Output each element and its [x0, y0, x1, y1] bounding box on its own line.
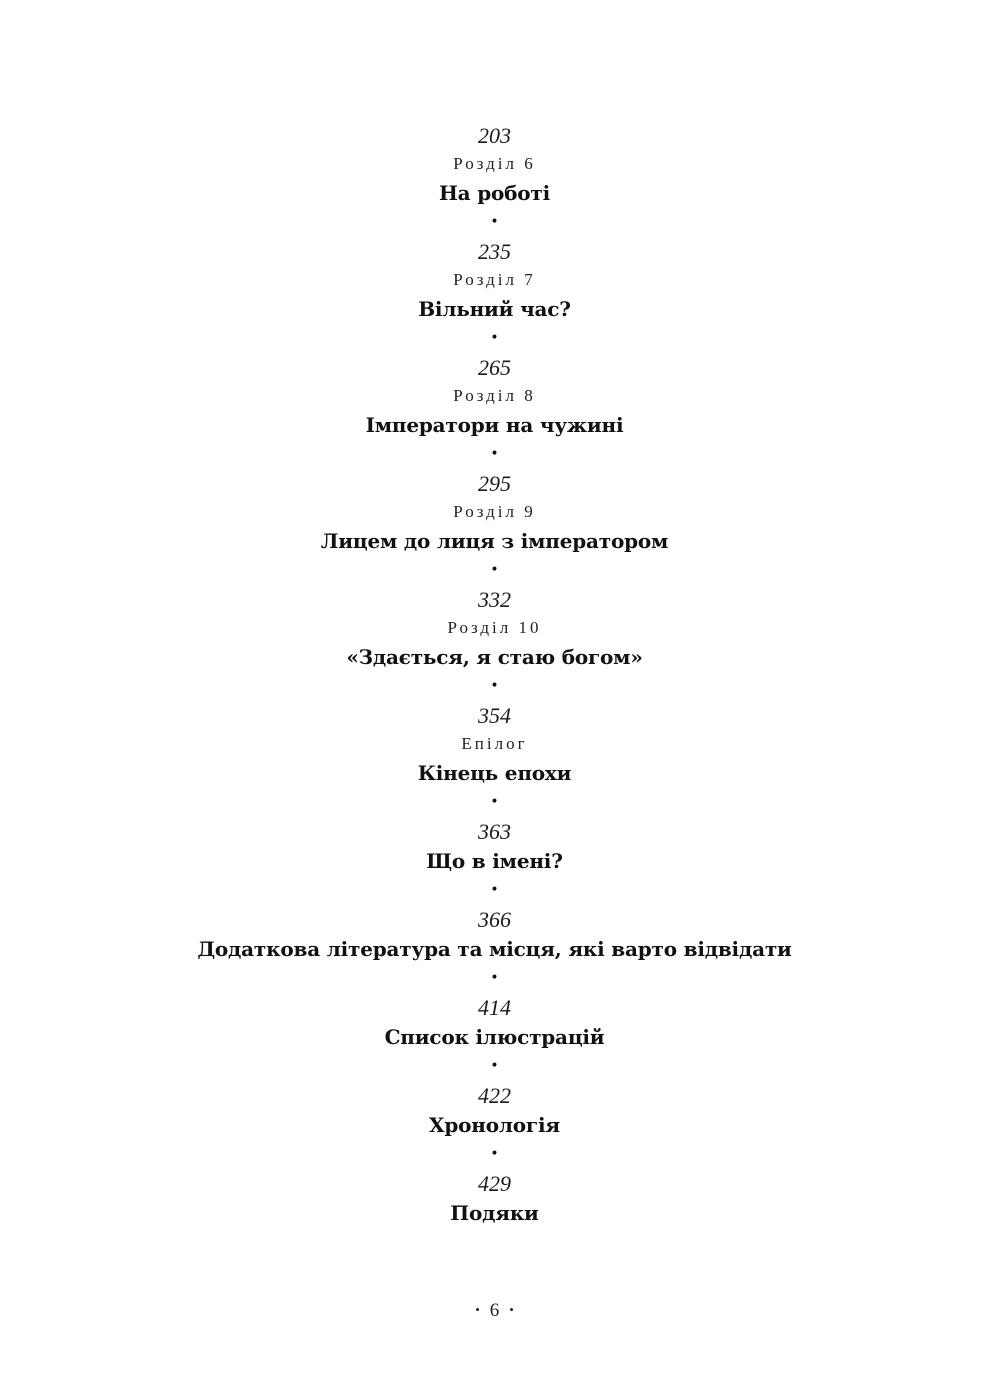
toc-entry: [0, 993, 989, 1052]
bullet-separator-icon: [0, 1140, 989, 1169]
folio-number: 6: [489, 1300, 500, 1321]
bullet-separator-icon: [0, 208, 989, 237]
bullet-separator-icon: [0, 876, 989, 905]
page-number: 203: [478, 123, 511, 148]
page-number: 366: [478, 907, 511, 932]
chapter-label: Розділ 7: [453, 270, 536, 289]
chapter-title: Імператори на чужині: [365, 413, 624, 437]
chapter-label: Розділ 9: [453, 502, 536, 521]
toc-entry: [0, 353, 989, 440]
bullet-icon: •: [475, 1302, 480, 1317]
section-title: Що в імені?: [426, 849, 563, 873]
chapter-title: Лицем до лиця з імператором: [320, 529, 669, 553]
chapter-label: Епілог: [461, 734, 528, 753]
page-number: 265: [478, 355, 511, 380]
bullet-separator-icon: [0, 672, 989, 701]
toc-entry: [0, 905, 989, 964]
chapter-label: Розділ 6: [453, 154, 536, 173]
chapter-title: Вільний час?: [418, 297, 571, 321]
toc-entry: [0, 237, 989, 324]
bullet-separator-icon: [0, 440, 989, 469]
table-of-contents: [0, 121, 989, 1228]
bullet-separator-icon: [0, 324, 989, 353]
toc-entry: [0, 1081, 989, 1140]
section-title: Подяки: [450, 1201, 539, 1225]
toc-entry: [0, 817, 989, 876]
page-footer: [0, 1300, 989, 1322]
section-title: Хронологія: [429, 1113, 560, 1137]
toc-entry: [0, 1169, 989, 1228]
toc-entry: [0, 701, 989, 788]
bullet-icon: •: [509, 1302, 514, 1317]
toc-entry: [0, 121, 989, 208]
page-number: 363: [478, 819, 511, 844]
chapter-title: Кінець епохи: [417, 761, 572, 785]
toc-entry: [0, 469, 989, 556]
chapter-title: «Здається, я стаю богом»: [346, 645, 643, 669]
toc-entry: [0, 585, 989, 672]
page-number: 429: [478, 1171, 511, 1196]
page-number: 235: [478, 239, 511, 264]
page-number: 354: [478, 703, 511, 728]
chapter-label: Розділ 8: [453, 386, 536, 405]
section-title: Додаткова література та місця, які варто відвідати: [197, 937, 792, 961]
bullet-separator-icon: [0, 1052, 989, 1081]
chapter-label: Розділ 10: [447, 618, 542, 637]
bullet-separator-icon: [0, 788, 989, 817]
chapter-title: На роботі: [438, 181, 550, 205]
page-number: 295: [478, 471, 511, 496]
bullet-separator-icon: [0, 556, 989, 585]
bullet-separator-icon: [0, 964, 989, 993]
page-number: 414: [478, 995, 511, 1020]
page-number: 332: [478, 587, 511, 612]
page-number: 422: [478, 1083, 511, 1108]
section-title: Список ілюстрацій: [384, 1025, 605, 1049]
